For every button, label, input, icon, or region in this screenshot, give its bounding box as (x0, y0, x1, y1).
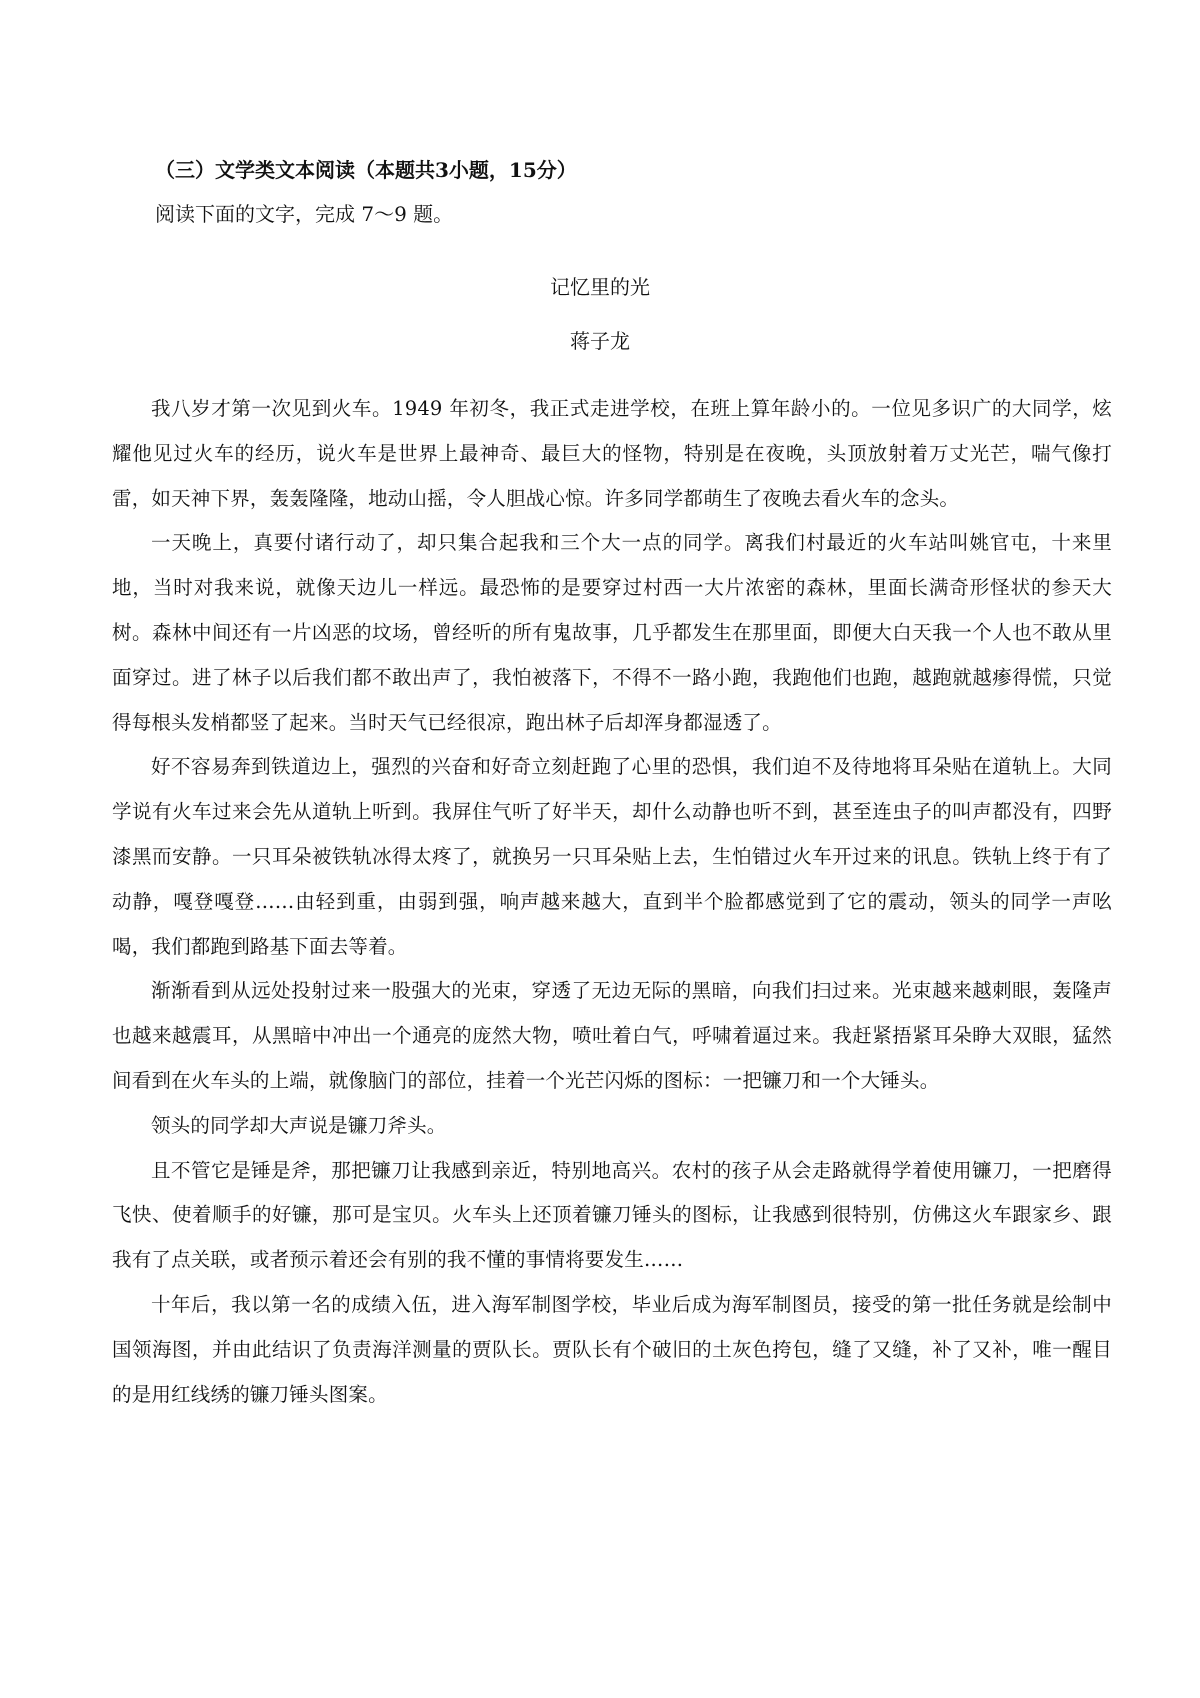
article-title: 记忆里的光 (550, 275, 650, 299)
paragraph: 十年后，我以第一名的成绩入伍，进入海军制图学校，毕业后成为海军制图员，接受的第一批任务就是绘制中国领海图，并由此结识了负责海洋测量的贾队长。贾队长有个破旧的土灰色挎包，缝了又缝，补了又补，唯一醒目的是用红线绣的镰刀锤头图案。 (112, 1292, 1112, 1406)
paragraph: 且不管它是锤是斧，那把镰刀让我感到亲近，特别地高兴。农村的孩子从会走路就得学着使用镰刀，一把磨得飞快、使着顺手的好镰，那可是宝贝。火车头上还顶着镰刀锤头的图标，让我感到很特别，仿佛这火车跟家乡、跟我有了点关联，或者预示着还会有别的我不懂的事情将要发生…… (112, 1158, 1112, 1272)
paragraph: 一天晚上，真要付诸行动了，却只集合起我和三个大一点的同学。离我们村最近的火车站叫姚官屯，十来里地，当时对我来说，就像天边儿一样远。最恐怖的是要穿过村西一大片浓密的森林，里面长满奇形怪状的参天大树。森林中间还有一片凶恶的坟场，曾经听的所有鬼故事，几乎都发生在那里面，即便大白天我一个人也不敢从里面穿过。进了林子以后我们都不敢出声了，我怕被落下，不得不一路小跑，我跑他们也跑，越跑就越瘆得慌，只觉得每根头发梢都竖了起来。当时天气已经很凉，跑出林子后却浑身都湿透了。 (112, 531, 1112, 734)
article-author: 蒋子龙 (570, 329, 630, 353)
article-body (112, 387, 1112, 1417)
paragraph: 我八岁才第一次见到火车。1949 年初冬，我正式走进学校，在班上算年龄小的。一位见多识广的大同学，炫耀他见过火车的经历，说火车是世界上最神奇、最巨大的怪物，特别是在夜晚，头顶放射着万丈光芒，喘气像打雷，如天神下界，轰轰隆隆，地动山摇，令人胆战心惊。许多同学都萌生了夜晚去看火车的念头。 (112, 397, 1112, 510)
paragraph: 渐渐看到从远处投射过来一股强大的光束，穿透了无边无际的黑暗，向我们扫过来。光束越来越刺眼，轰隆声也越来越震耳，从黑暗中冲出一个通亮的庞然大物，喷吐着白气，呼啸着逼过来。我赶紧捂紧耳朵睁大双眼，猛然间看到在火车头的上端，就像脑门的部位，挂着一个光芒闪烁的图标：一把镰刀和一个大锤头。 (112, 979, 1112, 1092)
section-heading: （三）文学类文本阅读（本题共3小题，15分） (155, 158, 577, 182)
paragraph: 好不容易奔到铁道边上，强烈的兴奋和好奇立刻赶跑了心里的恐惧，我们迫不及待地将耳朵贴在道轨上。大同学说有火车过来会先从道轨上听到。我屏住气听了好半天，却什么动静也听不到，甚至连虫子的叫声都没有，四野漆黑而安静。一只耳朵被铁轨冰得太疼了，就换另一只耳朵贴上去，生怕错过火车开过来的讯息。铁轨上终于有了动静，嘎登嘎登……由轻到重，由弱到强，响声越来越大，直到半个脸都感觉到了它的震动，领头的同学一声吆喝，我们都跑到路基下面去等着。 (112, 755, 1112, 958)
paragraph: 领头的同学却大声说是镰刀斧头。 (151, 1113, 447, 1137)
reading-instruction: 阅读下面的文字，完成 7～9 题。 (155, 202, 454, 226)
